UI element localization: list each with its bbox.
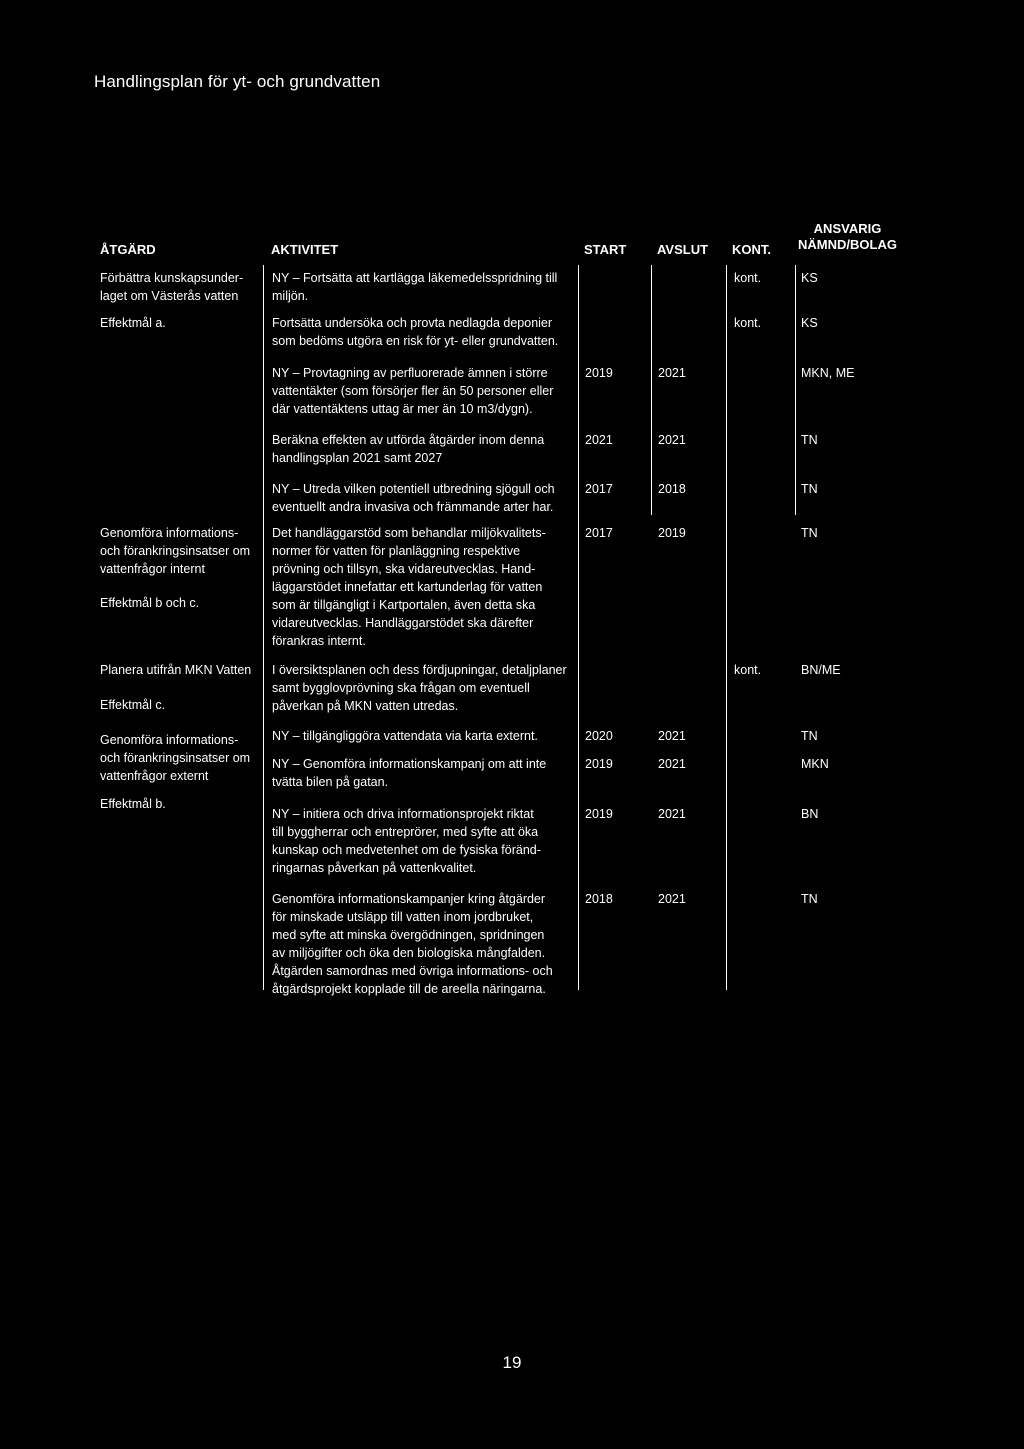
start-value: 2019 xyxy=(585,366,613,380)
start-value: 2019 xyxy=(585,807,613,821)
end-value: 2021 xyxy=(658,807,686,821)
responsible-value: MKN xyxy=(801,757,829,771)
header-ansvarig xyxy=(790,221,905,253)
activity-text: Fortsätta undersöka och provta nedlagda deponier som bedöms utgöra en risk för yt- eller grundvatten. xyxy=(272,316,559,348)
responsible-value: MKN, ME xyxy=(801,366,855,380)
header-ansvarig-line2: NÄMND/BOLAG xyxy=(798,237,897,252)
column-divider xyxy=(726,265,727,990)
responsible-value: BN xyxy=(801,807,819,821)
activity-text: NY – Fortsätta att kartlägga läkemedelsspridning till miljön. xyxy=(272,271,558,303)
activity-text: Beräkna effekten av utförda åtgärder inom denna handlingsplan 2021 samt 2027 xyxy=(272,433,545,465)
action-group: Genomföra informations- och förankringsinsatser om vattenfrågor internt xyxy=(100,526,251,576)
start-value: 2017 xyxy=(585,482,613,496)
responsible-value: TN xyxy=(801,433,818,447)
header-ansvarig-line1: ANSVARIG xyxy=(813,221,882,236)
responsible-value: KS xyxy=(801,316,818,330)
header-avslut: AVSLUT xyxy=(657,242,709,257)
column-divider xyxy=(578,265,579,990)
end-value: 2021 xyxy=(658,729,686,743)
end-value: 2021 xyxy=(658,366,686,380)
start-value: 2021 xyxy=(585,433,613,447)
activity-text: NY – initiera och driva informationsprojekt riktat till byggherrar och entreprörer, med syfte att öka kunskap och medvetenhet om de fysiska föränd- ringarnas påverkan på vattenkvalitet. xyxy=(272,807,541,875)
activity-text: Det handläggarstöd som behandlar miljökvalitets- normer för vatten för planläggning respektive prövning och tillsyn, ska vidareutvecklas. Hand- läggarstödet innefattar ett kartunderlag för vatten som är tillgängligt i Kartportalen, även detta ska vidareutvecklas. Handläggarstödet ska därefter förankras internt. xyxy=(272,526,546,648)
end-value: 2019 xyxy=(658,526,686,540)
header-start: START xyxy=(584,242,627,257)
kont-value: kont. xyxy=(734,663,762,677)
activity-text: NY – Utreda vilken potentiell utbredning sjögull och eventuellt andra invasiva och främmande arter har. xyxy=(272,482,555,514)
activity-text: NY – Provtagning av perfluorerade ämnen i större vattentäkter (som försörjer fler än 50 personer eller där vattentäktens uttag är mer än 10 m3/dygn). xyxy=(272,366,554,416)
start-value: 2017 xyxy=(585,526,613,540)
end-value: 2021 xyxy=(658,433,686,447)
start-value: 2019 xyxy=(585,757,613,771)
action-goal: Effektmål a. xyxy=(100,316,166,330)
end-value: 2021 xyxy=(658,892,686,906)
end-value: 2018 xyxy=(658,482,686,496)
action-goal: Effektmål c. xyxy=(100,698,166,712)
column-divider xyxy=(263,265,264,990)
header-aktivitet: AKTIVITET xyxy=(271,242,339,257)
activity-text: I översiktsplanen och dess fördjupningar, detaljplaner samt bygglovprövning ska frågan om eventuell påverkan på MKN vatten utredas. xyxy=(272,663,567,713)
action-group: Förbättra kunskapsunder- laget om Västerås vatten xyxy=(100,271,244,303)
action-goal: Effektmål b. xyxy=(100,797,166,811)
column-divider xyxy=(651,265,652,515)
page-number: 19 xyxy=(502,1353,522,1372)
column-divider xyxy=(795,265,796,515)
responsible-value: TN xyxy=(801,892,818,906)
activity-text: NY – Genomföra informationskampanj om att inte tvätta bilen på gatan. xyxy=(272,757,547,789)
kont-value: kont. xyxy=(734,316,762,330)
start-value: 2018 xyxy=(585,892,613,906)
header-kont: KONT. xyxy=(732,242,771,257)
kont-value: kont. xyxy=(734,271,762,285)
action-group: Genomföra informations- och förankringsinsatser om vattenfrågor externt xyxy=(100,733,251,783)
responsible-value: KS xyxy=(801,271,818,285)
responsible-value: BN/ME xyxy=(801,663,841,677)
end-value: 2021 xyxy=(658,757,686,771)
start-value: 2020 xyxy=(585,729,613,743)
action-group: Planera utifrån MKN Vatten xyxy=(100,663,252,677)
responsible-value: TN xyxy=(801,526,818,540)
responsible-value: TN xyxy=(801,729,818,743)
responsible-value: TN xyxy=(801,482,818,496)
page-title: Handlingsplan för yt- och grundvatten xyxy=(94,72,381,91)
action-goal: Effektmål b och c. xyxy=(100,596,200,610)
activity-text: Genomföra informationskampanjer kring åtgärder för minskade utsläpp till vatten inom jordbruket, med syfte att minska övergödningen, spridningen av miljögifter och öka den biologiska mångfalden. Åtgärden samordnas med övriga informations- och åtgärdsprojekt kopplade till de areella näringarna. xyxy=(272,892,553,996)
header-atgard: ÅTGÄRD xyxy=(100,242,156,257)
activity-text: NY – tillgängliggöra vattendata via karta externt. xyxy=(272,729,538,743)
